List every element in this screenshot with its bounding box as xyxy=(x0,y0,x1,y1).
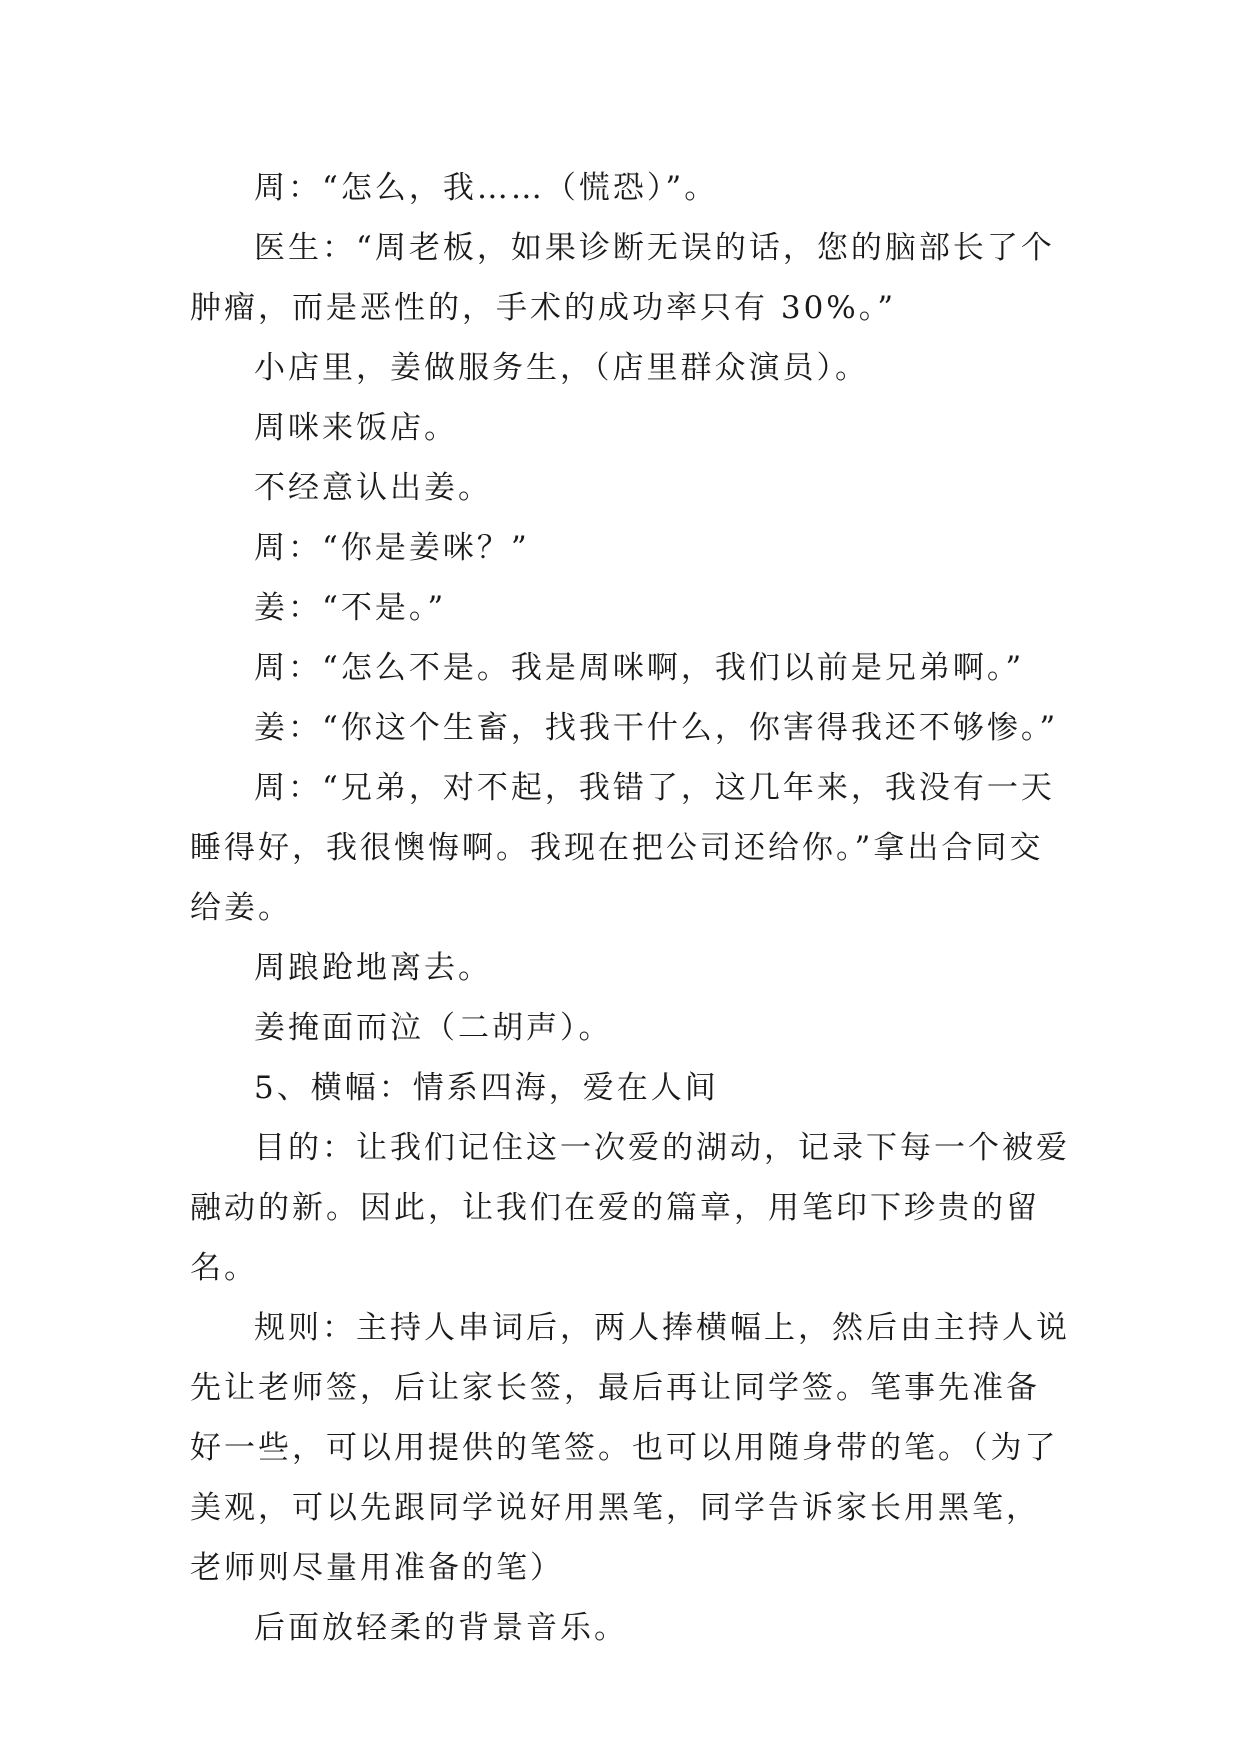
section-heading: 5、横幅：情系四海，爱在人间 xyxy=(254,1070,719,1106)
paragraph: 周：“怎么不是。我是周咪啊，我们以前是兄弟啊。” xyxy=(254,650,1025,686)
paragraph: 姜：“你这个生畜，找我干什么，你害得我还不够惨。” xyxy=(254,710,1059,746)
paragraph: 周咪来饭店。 xyxy=(254,410,458,446)
paragraph: 不经意认出姜。 xyxy=(254,470,492,506)
paragraph: 医生：“周老板，如果诊断无误的话，您的脑部长了个肿瘤，而是恶性的，手术的成功率只有 30%。” xyxy=(190,230,1055,326)
paragraph: 周踉跄地离去。 xyxy=(254,950,492,986)
paragraph: 目的：让我们记住这一次爱的湖动，记录下每一个被爱融动的新。因此，让我们在爱的篇章，用笔印下珍贵的留名。 xyxy=(190,1130,1070,1286)
paragraph: 周：“怎么，我……（慌恐）”。 xyxy=(254,170,719,206)
paragraph: 周：“兄弟，对不起，我错了，这几年来，我没有一天睡得好，我很懊悔啊。我现在把公司还给你。”拿出合同交给姜。 xyxy=(190,770,1055,926)
paragraph: 姜掩面而泣（二胡声）。 xyxy=(254,1010,613,1046)
paragraph: 规则：主持人串词后，两人捧横幅上，然后由主持人说先让老师签，后让家长签，最后再让同学签。笔事先准备好一些，可以用提供的笔签。也可以用随身带的笔。（为了美观，可以先跟同学说好用黑笔，同学告诉家长用黑笔，老师则尽量用准备的笔） xyxy=(190,1310,1070,1586)
document-body xyxy=(190,158,1070,1658)
paragraph: 小店里，姜做服务生，（店里群众演员）。 xyxy=(254,350,869,386)
paragraph: 姜：“不是。” xyxy=(254,590,447,626)
paragraph: 周：“你是姜咪？” xyxy=(254,530,530,566)
paragraph: 后面放轻柔的背景音乐。 xyxy=(254,1610,628,1646)
